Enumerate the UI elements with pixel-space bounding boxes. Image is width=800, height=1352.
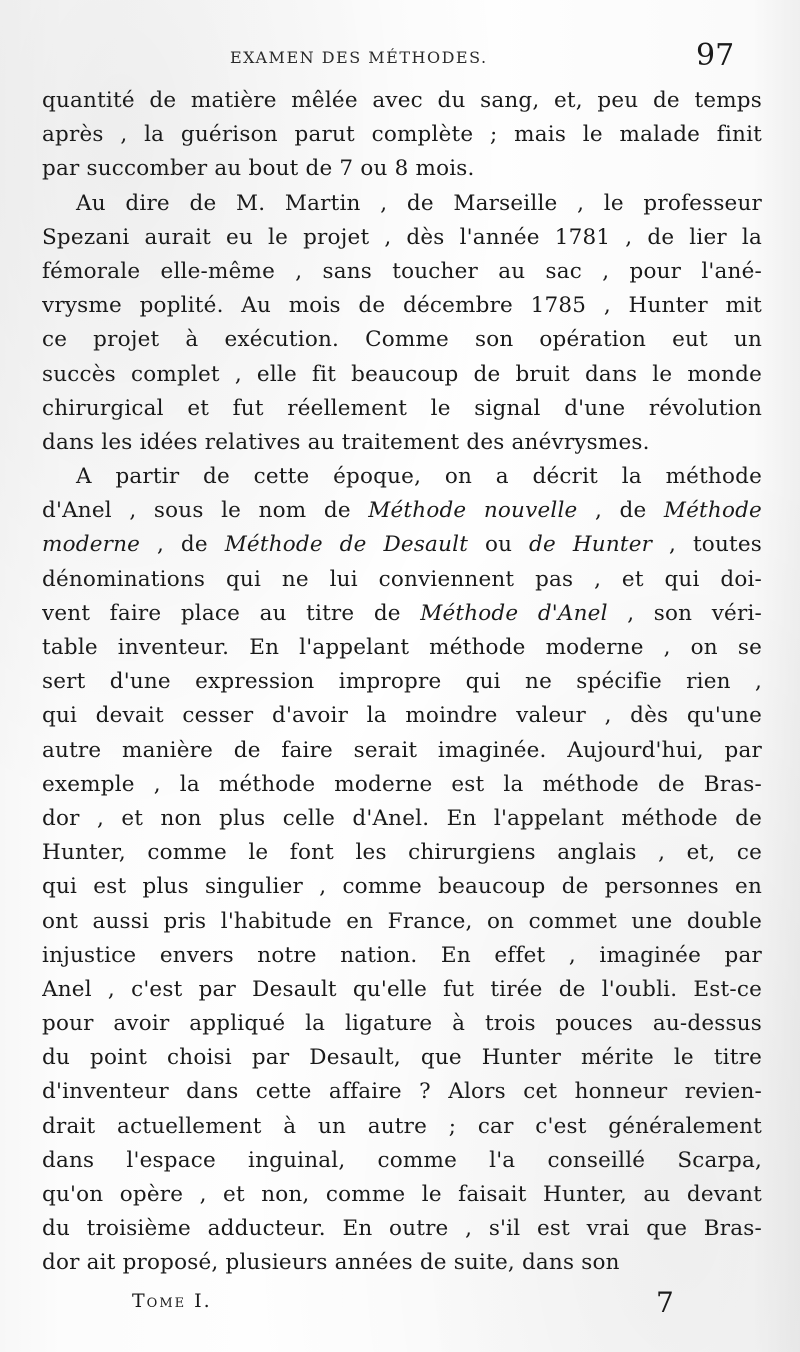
text-segment: ce projet à exécution. Comme son opération eut un	[42, 327, 762, 353]
text-segment: drait actuellement à un autre ; car c'est généralement	[42, 1113, 762, 1139]
italic-text-segment: Méthode de Desault	[224, 532, 469, 558]
text-line	[42, 460, 762, 494]
text-line	[42, 1041, 762, 1075]
text-line	[42, 1246, 762, 1280]
signature-mark: Tome I.	[132, 1290, 212, 1312]
running-title: EXAMEN DES MÉTHODES.	[230, 48, 488, 67]
page-footer	[0, 1288, 800, 1328]
text-segment: ou	[468, 532, 530, 558]
text-line	[42, 699, 762, 733]
text-segment: quantité de matière mêlée avec du sang, et, peu de temps	[42, 88, 762, 113]
text-segment: ont aussi pris l'habitude en France, on commet une double	[42, 908, 762, 934]
text-segment: succès complet , elle fit beaucoup de bruit dans le monde	[42, 361, 762, 387]
text-line	[42, 563, 762, 597]
text-segment: , de	[140, 532, 225, 558]
text-line	[42, 665, 762, 699]
paragraph	[42, 460, 762, 1281]
paragraph	[42, 187, 762, 461]
text-segment: qui devait cesser d'avoir la moindre valeur , dès qu'une	[42, 703, 762, 729]
text-segment: dans les idées relatives au traitement des anévrysmes.	[42, 429, 650, 455]
paragraph	[42, 84, 762, 187]
signature-number: 7	[656, 1286, 674, 1319]
text-segment: A partir de cette époque, on a décrit la méthode	[76, 464, 762, 490]
text-line	[42, 528, 762, 562]
running-head	[0, 38, 800, 74]
text-line	[42, 905, 762, 939]
text-segment: pour avoir appliqué la ligature à trois pouces au-dessus	[42, 1011, 762, 1037]
text-segment: vrysme poplité. Au mois de décembre 1785 , Hunter mit	[42, 293, 762, 319]
text-line	[42, 734, 762, 768]
text-segment: dor , et non plus celle d'Anel. En l'appelant méthode de	[42, 805, 762, 831]
text-line	[42, 1075, 762, 1109]
text-line	[42, 118, 762, 152]
text-segment: qu'on opère , et non, comme le faisait Hunter, au devant	[42, 1182, 762, 1207]
text-line	[42, 152, 762, 186]
text-segment: d'inventeur dans cette affaire ? Alors cet honneur revien-	[42, 1079, 762, 1105]
text-segment: d'Anel , sous le nom de	[42, 498, 369, 524]
text-line	[42, 255, 762, 289]
text-line	[42, 631, 762, 665]
text-line	[42, 358, 762, 392]
italic-text-segment: Méthode nouvelle	[368, 498, 578, 524]
text-segment: Hunter, comme le font les chirurgiens anglais , et, ce	[42, 840, 762, 866]
italic-text-segment: Méthode	[663, 498, 762, 524]
text-segment: fémorale elle-même , sans toucher au sac , pour l'ané-	[42, 258, 762, 284]
text-segment: par succomber au bout de 7 ou 8 mois.	[42, 156, 475, 182]
text-segment: , de	[577, 498, 664, 524]
page-number: 97	[696, 38, 735, 73]
text-line	[42, 1144, 762, 1178]
italic-text-segment: de Hunter	[529, 532, 653, 558]
text-segment: Au dire de M. Martin , de Marseille , le professeur	[76, 190, 762, 216]
text-line	[42, 494, 762, 528]
text-line	[42, 187, 762, 221]
text-line	[42, 973, 762, 1007]
text-segment: après , la guérison parut complète ; mais le malade finit	[42, 122, 762, 148]
text-line	[42, 597, 762, 631]
text-segment: qui est plus singulier , comme beaucoup de personnes en	[42, 874, 762, 900]
text-line	[42, 289, 762, 323]
text-segment: injustice envers notre nation. En effet , imaginée par	[42, 942, 762, 968]
text-line	[42, 802, 762, 836]
italic-text-segment: Méthode d'Anel	[420, 600, 608, 626]
text-line	[42, 768, 762, 802]
text-segment: exemple , la méthode moderne est la méthode de Bras-	[42, 771, 762, 797]
text-line	[42, 323, 762, 357]
text-segment: Anel , c'est par Desault qu'elle fut tirée de l'oubli. Est-ce	[42, 976, 762, 1002]
body-text	[42, 84, 762, 1281]
text-segment: autre manière de faire serait imaginée. Aujourd'hui, par	[42, 737, 762, 763]
text-line	[42, 392, 762, 426]
text-segment: dans l'espace inguinal, comme l'a conseillé Scarpa,	[42, 1147, 762, 1173]
italic-text-segment: moderne	[42, 532, 141, 558]
text-segment: vent faire place au titre de	[42, 600, 421, 626]
text-line	[42, 1007, 762, 1041]
text-segment: Spezani aurait eu le projet , dès l'année 1781 , de lier la	[42, 224, 762, 250]
text-line	[42, 1178, 762, 1212]
text-segment: chirurgical et fut réellement le signal d'une révolution	[42, 395, 762, 421]
text-line	[42, 1212, 762, 1246]
text-line	[42, 870, 762, 904]
text-segment: du troisième adducteur. En outre , s'il est vrai que Bras-	[42, 1216, 762, 1242]
text-line	[42, 426, 762, 460]
text-segment: dénominations qui ne lui conviennent pas , et qui doi-	[42, 566, 762, 592]
text-segment: , son véri-	[607, 600, 762, 626]
text-segment: dor ait proposé, plusieurs années de suite, dans son	[42, 1250, 620, 1276]
text-segment: table inventeur. En l'appelant méthode moderne , on se	[42, 635, 762, 660]
text-segment: sert d'une expression impropre qui ne spécifie rien ,	[42, 669, 762, 695]
text-segment: , toutes	[652, 532, 762, 558]
text-line	[42, 221, 762, 255]
text-line	[42, 84, 762, 118]
text-line	[42, 836, 762, 870]
text-line	[42, 1110, 762, 1144]
text-line	[42, 939, 762, 973]
text-segment: du point choisi par Desault, que Hunter mérite le titre	[42, 1045, 762, 1071]
